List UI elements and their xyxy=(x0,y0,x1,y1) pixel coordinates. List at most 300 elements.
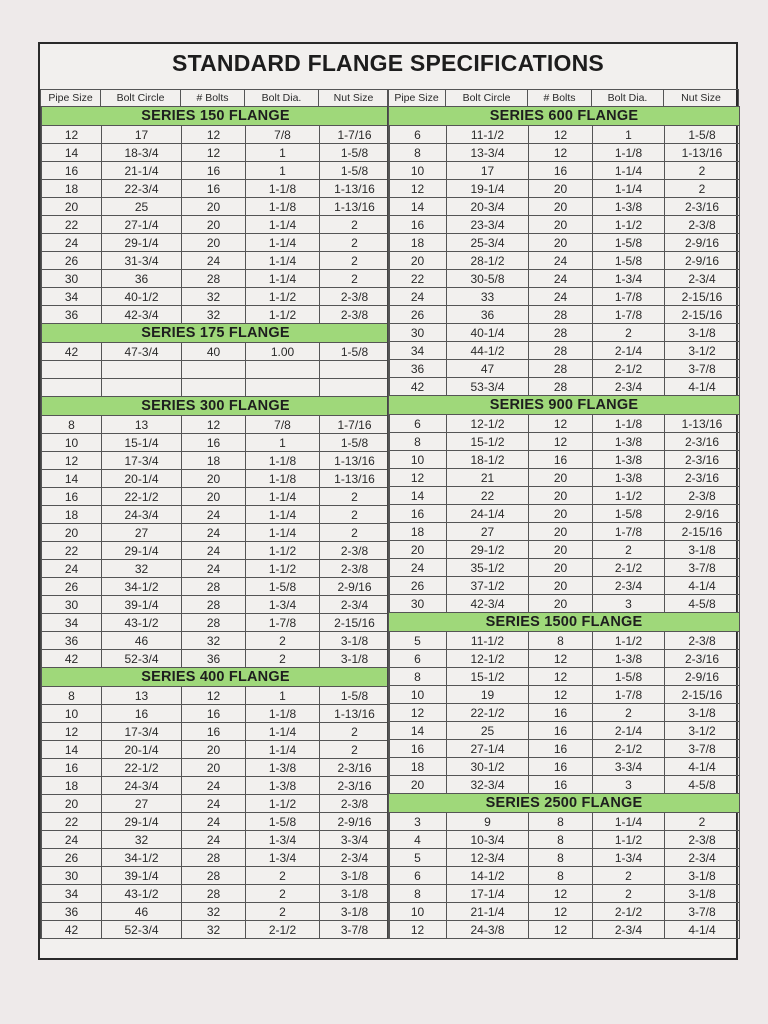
table-cell: 2-9/16 xyxy=(320,813,390,831)
table-cell: 2-3/8 xyxy=(665,632,740,650)
table-cell: 2-15/16 xyxy=(665,686,740,704)
table-cell: 24 xyxy=(182,560,246,578)
table-cell: 3-3/4 xyxy=(320,831,390,849)
table-cell: 1 xyxy=(246,687,320,705)
table-cell: 39-1/4 xyxy=(102,867,182,885)
table-cell: 16 xyxy=(529,776,593,794)
table-row xyxy=(42,162,390,180)
table-row xyxy=(42,306,390,324)
table-row xyxy=(389,831,740,849)
table-cell: 3-7/8 xyxy=(665,903,740,921)
table-cell xyxy=(42,361,102,379)
table-cell: 2-15/16 xyxy=(665,306,740,324)
table-cell: 1-3/4 xyxy=(593,270,665,288)
table-cell: 1-1/8 xyxy=(593,415,665,433)
table-cell: 46 xyxy=(102,903,182,921)
table-cell: 17-3/4 xyxy=(102,452,182,470)
table-cell: 1-1/8 xyxy=(593,144,665,162)
table-cell: 1-3/4 xyxy=(246,596,320,614)
table-row xyxy=(42,867,390,885)
table-row xyxy=(42,270,390,288)
table-cell: 1-5/8 xyxy=(320,144,390,162)
table-cell: 36 xyxy=(42,903,102,921)
table-cell: 42 xyxy=(42,343,102,361)
table-cell: 42 xyxy=(42,650,102,668)
table-cell: 12 xyxy=(42,126,102,144)
table-cell: 16 xyxy=(42,759,102,777)
table-cell: 30-1/2 xyxy=(447,758,529,776)
right-column xyxy=(387,106,738,939)
table-cell: 16 xyxy=(42,488,102,506)
table-cell: 22-1/2 xyxy=(447,704,529,722)
table-cell: 26 xyxy=(42,578,102,596)
table-cell: 2-3/4 xyxy=(593,921,665,939)
table-cell: 24 xyxy=(182,813,246,831)
table-cell: 19-1/4 xyxy=(447,180,529,198)
blank-row xyxy=(42,361,390,379)
table-row xyxy=(42,470,390,488)
table-row xyxy=(389,867,740,885)
table-cell: 1-5/8 xyxy=(320,343,390,361)
table-cell: 20 xyxy=(182,488,246,506)
table-cell: 3-1/8 xyxy=(320,650,390,668)
section-header xyxy=(42,397,390,416)
table-cell: 1-7/8 xyxy=(593,523,665,541)
table-cell: 3-7/8 xyxy=(665,360,740,378)
table-cell: 8 xyxy=(529,867,593,885)
table-row xyxy=(42,885,390,903)
table-cell: 2-3/8 xyxy=(320,560,390,578)
table-cell: 12-3/4 xyxy=(447,849,529,867)
table-cell: 27 xyxy=(102,795,182,813)
page-title: STANDARD FLANGE SPECIFICATIONS xyxy=(172,50,604,76)
table-row xyxy=(42,198,390,216)
table-cell: 1-5/8 xyxy=(665,126,740,144)
table-row xyxy=(389,668,740,686)
table-cell: 47 xyxy=(447,360,529,378)
table-cell: 2-3/16 xyxy=(665,433,740,451)
table-row xyxy=(42,741,390,759)
table-cell: 17 xyxy=(102,126,182,144)
table-cell: 21 xyxy=(447,469,529,487)
table-cell: 8 xyxy=(529,849,593,867)
table-cell: 2 xyxy=(320,234,390,252)
table-cell: 28 xyxy=(182,270,246,288)
table-cell: 10 xyxy=(42,705,102,723)
table-row xyxy=(389,776,740,794)
table-cell: 36 xyxy=(447,306,529,324)
table-cell: 42-3/4 xyxy=(447,595,529,613)
table-cell: 2 xyxy=(246,885,320,903)
table-cell: 40-1/2 xyxy=(102,288,182,306)
table-cell: 1 xyxy=(593,126,665,144)
table-cell: 1-13/16 xyxy=(320,452,390,470)
table-cell: 1-1/4 xyxy=(246,216,320,234)
table-cell: 1-5/8 xyxy=(320,687,390,705)
table-cell: 2-3/8 xyxy=(320,288,390,306)
section-title: SERIES 900 FLANGE xyxy=(389,396,740,415)
table-cell: 12 xyxy=(529,433,593,451)
table-cell: 8 xyxy=(42,416,102,434)
table-cell: 42 xyxy=(389,378,447,396)
section-header xyxy=(42,668,390,687)
table-cell: 1-1/2 xyxy=(246,288,320,306)
table-cell: 28 xyxy=(529,378,593,396)
table-cell: 17-1/4 xyxy=(447,885,529,903)
table-cell: 18-1/2 xyxy=(447,451,529,469)
table-cell: 29-1/2 xyxy=(447,541,529,559)
table-row xyxy=(42,705,390,723)
table-cell: 3 xyxy=(389,813,447,831)
table-cell: 36 xyxy=(42,306,102,324)
table-cell: 8 xyxy=(389,668,447,686)
table-cell: 1-3/8 xyxy=(593,198,665,216)
table-cell: 13 xyxy=(102,416,182,434)
table-cell: 3-1/8 xyxy=(320,867,390,885)
table-row xyxy=(42,777,390,795)
table-cell: 36 xyxy=(102,270,182,288)
table-cell: 2 xyxy=(593,704,665,722)
table-cell: 20 xyxy=(389,252,447,270)
table-cell: 27-1/4 xyxy=(447,740,529,758)
table-row xyxy=(389,758,740,776)
table-cell: 2 xyxy=(320,270,390,288)
table-cell: 2-3/4 xyxy=(593,378,665,396)
table-cell: 1-1/2 xyxy=(593,831,665,849)
table-cell: 18 xyxy=(389,523,447,541)
table-cell: 3-7/8 xyxy=(665,559,740,577)
table-row xyxy=(389,650,740,668)
table-row xyxy=(42,126,390,144)
table-cell: 16 xyxy=(182,705,246,723)
table-cell: 1-1/4 xyxy=(246,723,320,741)
table-cell: 3-1/8 xyxy=(320,903,390,921)
table-cell: 34 xyxy=(42,885,102,903)
table-cell: 8 xyxy=(529,632,593,650)
table-cell: 16 xyxy=(102,705,182,723)
table-cell: 10 xyxy=(389,451,447,469)
table-cell: 29-1/4 xyxy=(102,813,182,831)
table-cell: 2-9/16 xyxy=(665,505,740,523)
table-cell: 18 xyxy=(182,452,246,470)
table-cell: 24 xyxy=(529,252,593,270)
table-row xyxy=(42,614,390,632)
table-cell: 43-1/2 xyxy=(102,885,182,903)
table-row xyxy=(389,144,740,162)
table-row xyxy=(42,759,390,777)
table-cell: 20 xyxy=(529,577,593,595)
table-cell: 25 xyxy=(447,722,529,740)
table-cell: 34-1/2 xyxy=(102,849,182,867)
table-cell: 1-7/16 xyxy=(320,126,390,144)
table-cell: 10-3/4 xyxy=(447,831,529,849)
table-cell: 8 xyxy=(389,433,447,451)
table-cell: 12 xyxy=(389,921,447,939)
table-cell: 26 xyxy=(389,306,447,324)
table-cell: 32 xyxy=(182,306,246,324)
table-cell: 3-1/8 xyxy=(320,632,390,650)
table-cell: 3-1/8 xyxy=(665,541,740,559)
table-cell: 20 xyxy=(529,198,593,216)
table-cell: 24 xyxy=(389,559,447,577)
table-cell: 32 xyxy=(102,831,182,849)
table-cell xyxy=(246,361,320,379)
table-cell: 16 xyxy=(529,722,593,740)
table-cell: 24-3/4 xyxy=(102,777,182,795)
table-cell: 12 xyxy=(389,469,447,487)
table-cell: 26 xyxy=(389,577,447,595)
table-row xyxy=(42,632,390,650)
table-cell: 20-3/4 xyxy=(447,198,529,216)
table-cell: 2-3/8 xyxy=(320,795,390,813)
table-cell: 2-1/2 xyxy=(593,559,665,577)
table-cell: 1-5/8 xyxy=(593,252,665,270)
table-cell: 34 xyxy=(42,614,102,632)
table-cell: 1-1/4 xyxy=(246,506,320,524)
header-row-right xyxy=(387,89,739,107)
table-cell xyxy=(102,361,182,379)
table-cell: 4-1/4 xyxy=(665,758,740,776)
table-cell: 11-1/2 xyxy=(447,632,529,650)
table-row xyxy=(42,416,390,434)
table-cell: 24 xyxy=(529,270,593,288)
table-cell: 21-1/4 xyxy=(447,903,529,921)
table-cell: 1-13/16 xyxy=(320,180,390,198)
table-cell: 27 xyxy=(447,523,529,541)
table-cell: 39-1/4 xyxy=(102,596,182,614)
table-row xyxy=(42,252,390,270)
table-row xyxy=(389,451,740,469)
table-cell: 3-1/8 xyxy=(665,324,740,342)
table-cell: 2-15/16 xyxy=(320,614,390,632)
table-cell: 13 xyxy=(102,687,182,705)
table-cell: 1-1/2 xyxy=(593,216,665,234)
table-cell: 12 xyxy=(389,180,447,198)
table-cell: 2 xyxy=(665,813,740,831)
table-cell: 16 xyxy=(389,505,447,523)
table-cell: 28 xyxy=(182,885,246,903)
table-row xyxy=(389,523,740,541)
table-cell: 1-3/8 xyxy=(593,451,665,469)
table-cell: 1-7/16 xyxy=(320,416,390,434)
table-cell: 24 xyxy=(182,542,246,560)
table-cell: 28 xyxy=(182,578,246,596)
table-cell: 24 xyxy=(182,524,246,542)
table-cell: 16 xyxy=(529,740,593,758)
table-cell: 6 xyxy=(389,126,447,144)
table-row xyxy=(42,578,390,596)
table-cell: 2-3/16 xyxy=(665,198,740,216)
table-cell: 1-13/16 xyxy=(665,144,740,162)
table-cell: 1-3/4 xyxy=(246,849,320,867)
table-cell: 2-3/16 xyxy=(320,777,390,795)
table-cell: 12 xyxy=(42,452,102,470)
table-cell: 20 xyxy=(529,216,593,234)
table-cell: 36 xyxy=(42,632,102,650)
table-cell: 18-3/4 xyxy=(102,144,182,162)
left-spec-table xyxy=(41,106,390,939)
table-cell: 24 xyxy=(182,252,246,270)
table-cell: 2 xyxy=(246,632,320,650)
blank-row xyxy=(42,379,390,397)
table-cell: 40-1/4 xyxy=(447,324,529,342)
table-cell: 44-1/2 xyxy=(447,342,529,360)
table-cell: 2 xyxy=(320,252,390,270)
table-cell: 32 xyxy=(182,632,246,650)
table-cell: 15-1/2 xyxy=(447,433,529,451)
table-cell: 29-1/4 xyxy=(102,542,182,560)
table-cell: 18 xyxy=(42,180,102,198)
table-cell: 2-9/16 xyxy=(665,234,740,252)
table-cell: 2-3/4 xyxy=(320,849,390,867)
table-cell xyxy=(182,379,246,397)
table-cell: 1-1/4 xyxy=(246,488,320,506)
table-row xyxy=(42,849,390,867)
table-cell: 2 xyxy=(320,488,390,506)
table-cell: 5 xyxy=(389,632,447,650)
table-cell: 12 xyxy=(529,686,593,704)
table-cell: 22 xyxy=(42,813,102,831)
table-cell: 10 xyxy=(389,686,447,704)
table-cell: 6 xyxy=(389,650,447,668)
table-cell: 34 xyxy=(389,342,447,360)
table-cell: 28 xyxy=(529,306,593,324)
table-cell: 24-3/4 xyxy=(102,506,182,524)
table-row xyxy=(389,595,740,613)
table-cell: 46 xyxy=(102,632,182,650)
table-cell: 4-1/4 xyxy=(665,378,740,396)
table-cell: 20 xyxy=(182,470,246,488)
table-row xyxy=(389,126,740,144)
table-cell: 24 xyxy=(182,506,246,524)
table-cell: 22-1/2 xyxy=(102,488,182,506)
table-cell: 30 xyxy=(42,596,102,614)
section-title: SERIES 300 FLANGE xyxy=(42,397,390,416)
table-cell: 12 xyxy=(529,885,593,903)
header-bolt-circle: Bolt Circle xyxy=(446,90,528,107)
table-cell: 1-3/4 xyxy=(593,849,665,867)
table-cell: 2 xyxy=(320,216,390,234)
table-cell: 2 xyxy=(593,324,665,342)
table-cell: 24-1/4 xyxy=(447,505,529,523)
table-cell: 5 xyxy=(389,849,447,867)
table-cell: 20 xyxy=(529,523,593,541)
table-cell: 3-7/8 xyxy=(665,740,740,758)
table-cell: 1-7/8 xyxy=(593,306,665,324)
table-cell: 12 xyxy=(529,126,593,144)
table-row xyxy=(389,632,740,650)
header-num-bolts: # Bolts xyxy=(181,90,245,107)
table-row xyxy=(42,488,390,506)
table-cell: 3-1/8 xyxy=(665,885,740,903)
table-cell: 26 xyxy=(42,849,102,867)
table-cell: 32 xyxy=(182,921,246,939)
table-cell: 16 xyxy=(182,162,246,180)
header-bolt-circle: Bolt Circle xyxy=(101,90,181,107)
table-row xyxy=(389,324,740,342)
section-title: SERIES 150 FLANGE xyxy=(42,107,390,126)
table-row xyxy=(389,270,740,288)
section-header xyxy=(389,794,740,813)
table-row xyxy=(42,723,390,741)
table-cell: 20 xyxy=(42,198,102,216)
table-cell: 12 xyxy=(529,668,593,686)
table-cell: 20 xyxy=(529,234,593,252)
section-header xyxy=(42,107,390,126)
right-spec-table xyxy=(388,106,740,939)
table-row xyxy=(389,541,740,559)
table-cell: 1-1/4 xyxy=(593,180,665,198)
table-cell: 16 xyxy=(182,434,246,452)
table-cell: 2 xyxy=(593,541,665,559)
section-header xyxy=(389,107,740,126)
table-cell: 24-3/8 xyxy=(447,921,529,939)
table-cell: 8 xyxy=(389,885,447,903)
table-cell: 16 xyxy=(389,740,447,758)
table-cell: 1-3/8 xyxy=(246,759,320,777)
section-title: SERIES 175 FLANGE xyxy=(42,324,390,343)
table-cell: 22-3/4 xyxy=(102,180,182,198)
table-cell: 6 xyxy=(389,867,447,885)
table-cell: 14 xyxy=(42,470,102,488)
table-cell: 11-1/2 xyxy=(447,126,529,144)
table-cell: 4-5/8 xyxy=(665,595,740,613)
table-cell: 20 xyxy=(182,234,246,252)
table-cell: 2-3/8 xyxy=(665,487,740,505)
table-cell: 24 xyxy=(182,795,246,813)
table-row xyxy=(389,722,740,740)
table-row xyxy=(389,686,740,704)
table-cell: 2-3/4 xyxy=(665,270,740,288)
table-row xyxy=(42,650,390,668)
table-cell: 8 xyxy=(529,831,593,849)
table-cell: 1-1/4 xyxy=(246,234,320,252)
table-cell: 19 xyxy=(447,686,529,704)
table-row xyxy=(389,469,740,487)
table-row xyxy=(42,506,390,524)
table-cell: 2 xyxy=(665,162,740,180)
header-pipe-size: Pipe Size xyxy=(41,90,101,107)
table-cell: 42-3/4 xyxy=(102,306,182,324)
table-row xyxy=(389,885,740,903)
table-cell: 18 xyxy=(389,758,447,776)
table-cell: 12 xyxy=(529,144,593,162)
table-row xyxy=(42,288,390,306)
table-cell: 1-5/8 xyxy=(593,668,665,686)
table-cell: 20 xyxy=(529,180,593,198)
table-cell: 40 xyxy=(182,343,246,361)
table-cell: 2-3/4 xyxy=(593,577,665,595)
table-cell: 16 xyxy=(182,180,246,198)
table-cell: 8 xyxy=(42,687,102,705)
table-cell: 30 xyxy=(389,324,447,342)
table-cell: 28 xyxy=(529,360,593,378)
table-cell: 24 xyxy=(42,560,102,578)
table-cell: 12 xyxy=(529,650,593,668)
table-cell: 4-1/4 xyxy=(665,921,740,939)
table-cell: 1-13/16 xyxy=(665,415,740,433)
table-cell: 34-1/2 xyxy=(102,578,182,596)
table-cell: 2-1/4 xyxy=(593,722,665,740)
table-cell: 15-1/2 xyxy=(447,668,529,686)
table-cell: 28 xyxy=(182,867,246,885)
table-cell: 32 xyxy=(182,903,246,921)
table-cell: 14 xyxy=(389,487,447,505)
table-cell: 2-3/16 xyxy=(320,759,390,777)
table-cell: 22 xyxy=(389,270,447,288)
table-row xyxy=(389,704,740,722)
table-cell: 22 xyxy=(42,216,102,234)
